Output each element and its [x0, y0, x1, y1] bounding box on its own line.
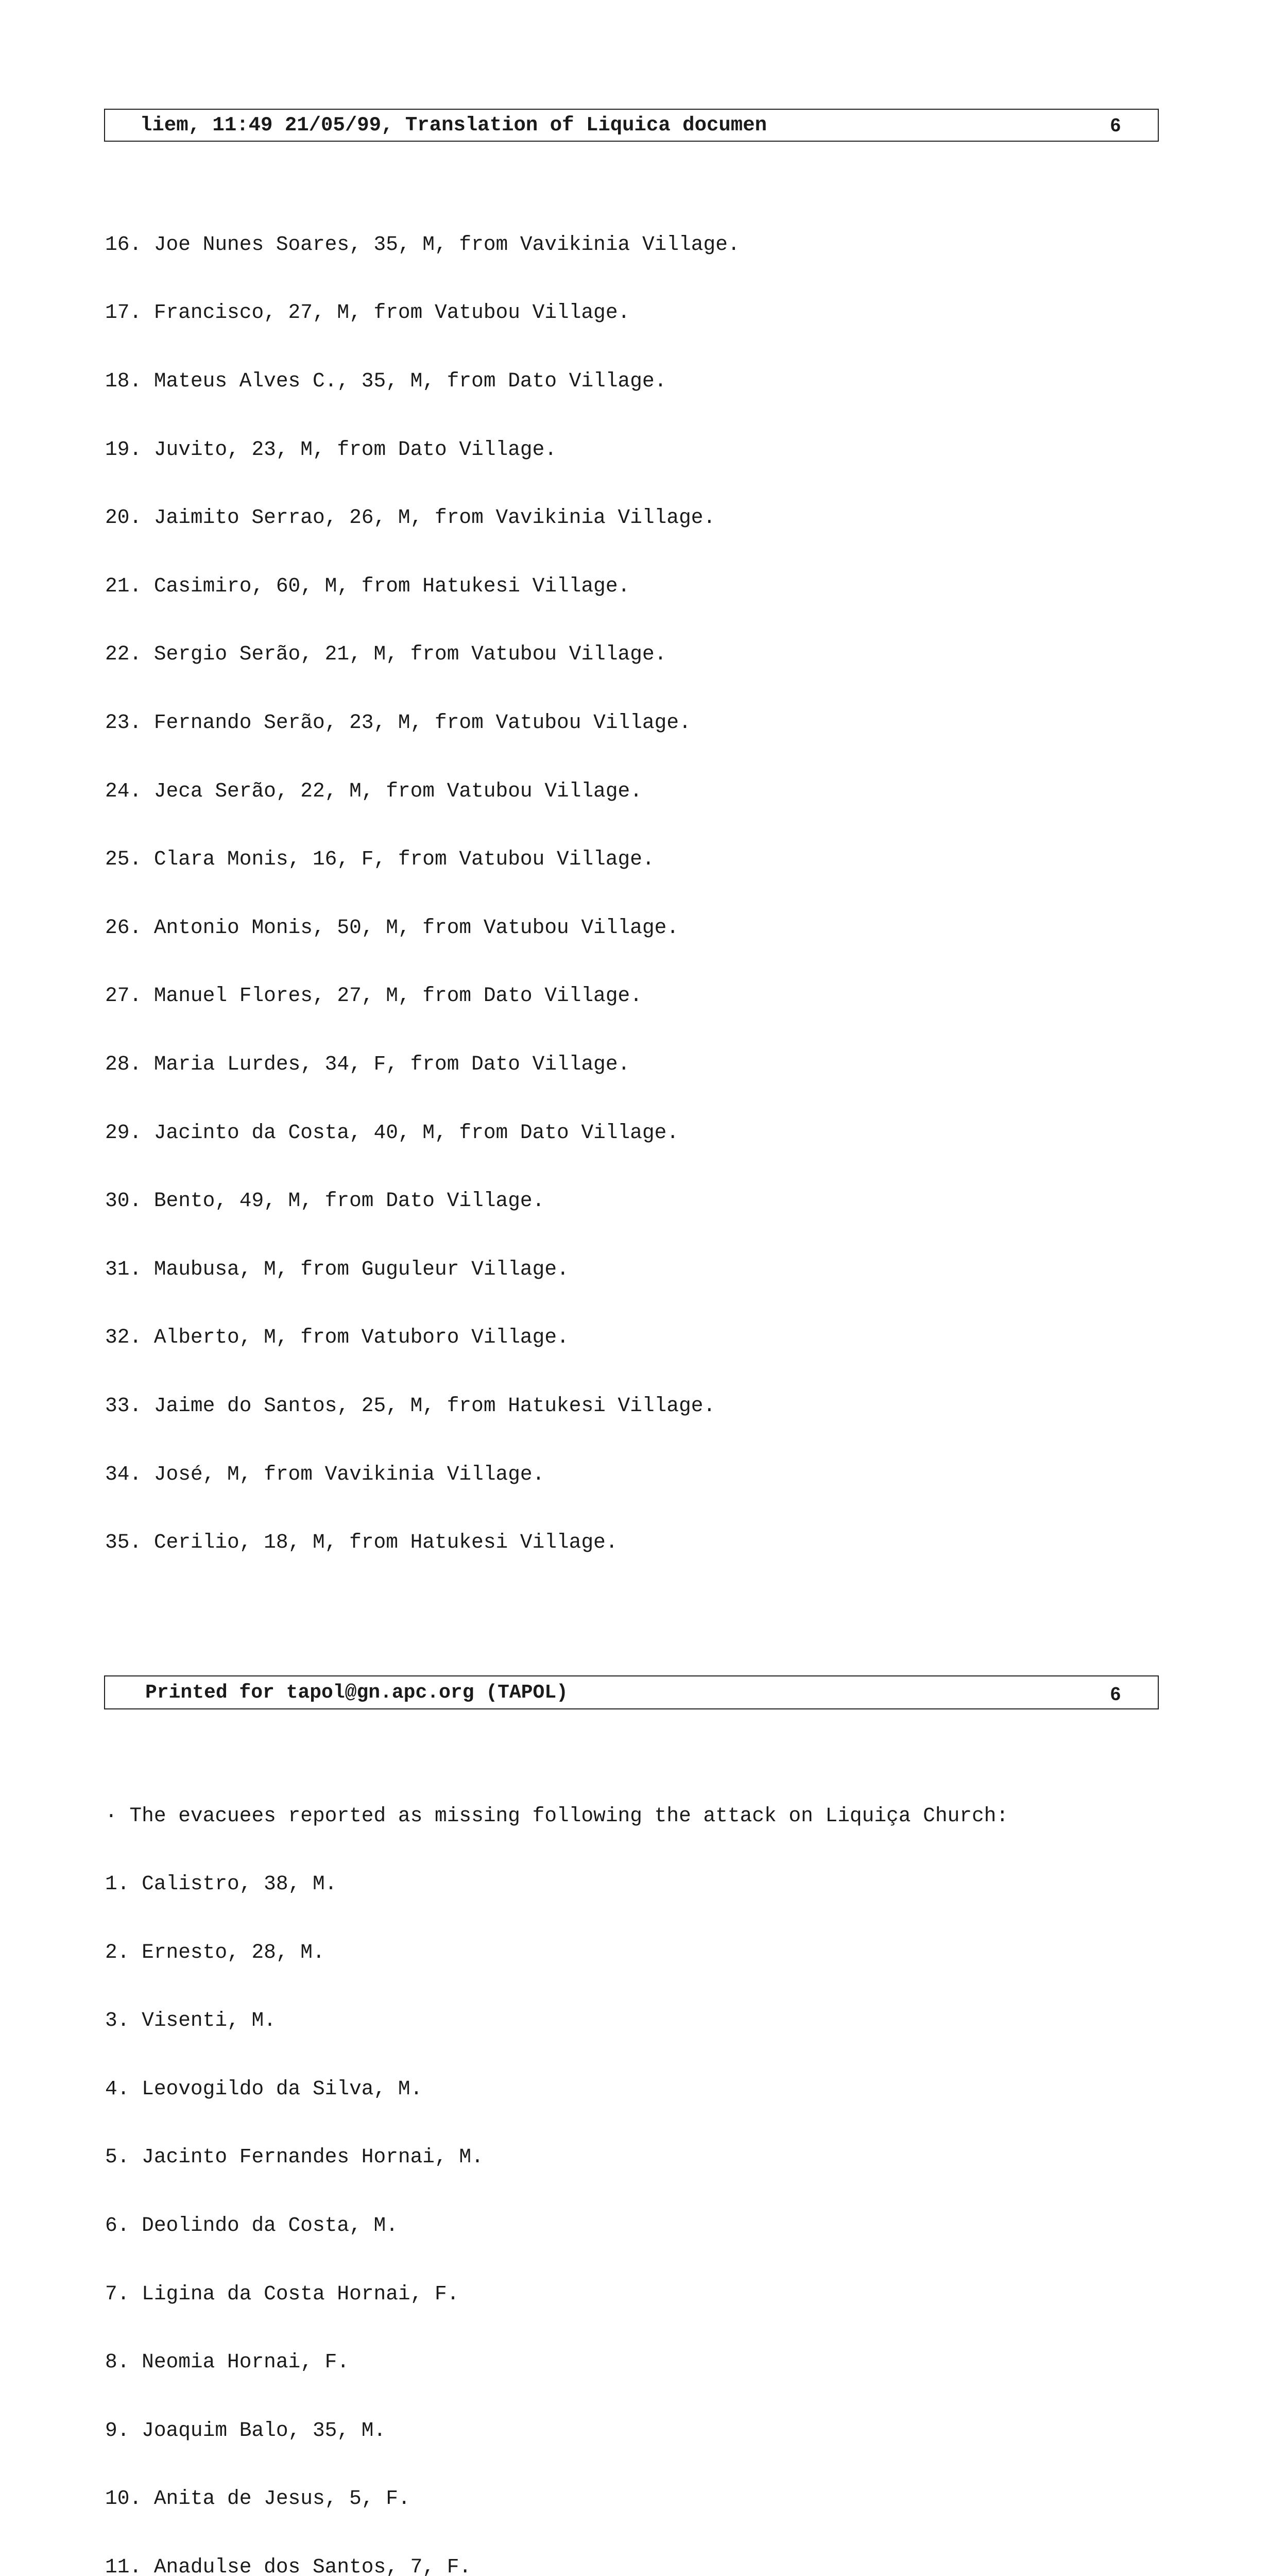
- list-item: 30. Bento, 49, M, from Dato Village.: [105, 1189, 545, 1213]
- list-item: 18. Mateus Alves C., 35, M, from Dato Village.: [105, 369, 667, 393]
- list-item: 22. Sergio Serão, 21, M, from Vatubou Village.: [105, 642, 667, 666]
- page-footer: [104, 1675, 1159, 1709]
- footer-title: Printed for tapol@gn.apc.org (TAPOL): [145, 1682, 568, 1704]
- list-item: 8. Neomia Hornai, F.: [105, 2350, 350, 2374]
- list-item: 19. Juvito, 23, M, from Dato Village.: [105, 437, 557, 461]
- list-item: 1. Calistro, 38, M.: [105, 1872, 337, 1896]
- list-item: 23. Fernando Serão, 23, M, from Vatubou Village.: [105, 710, 691, 734]
- list-item: 7. Ligina da Costa Hornai, F.: [105, 2282, 459, 2306]
- page-header: [104, 109, 1159, 142]
- list-item: 24. Jeca Serão, 22, M, from Vatubou Village.: [105, 779, 642, 803]
- list-item: 26. Antonio Monis, 50, M, from Vatubou Village.: [105, 916, 679, 939]
- list-item: 31. Maubusa, M, from Guguleur Village.: [105, 1257, 569, 1281]
- list-item: 4. Leovogildo da Silva, M.: [105, 2077, 423, 2100]
- list-item: 2. Ernesto, 28, M.: [105, 1940, 325, 1964]
- list-item: 10. Anita de Jesus, 5, F.: [105, 2487, 410, 2511]
- list-item: 3. Visenti, M.: [105, 2009, 276, 2032]
- list-item: 34. José, M, from Vavikinia Village.: [105, 1462, 545, 1486]
- missing-section: [105, 1759, 1161, 2576]
- list-item: 17. Francisco, 27, M, from Vatubou Village.: [105, 301, 630, 325]
- header-title: liem, 11:49 21/05/99, Translation of Liquica documen: [140, 114, 767, 137]
- header-page-number: 6: [1110, 114, 1121, 135]
- document-body: [105, 142, 1161, 2576]
- list-item: 16. Joe Nunes Soares, 35, M, from Vavikinia Village.: [105, 232, 740, 256]
- list-item: 9. Joaquim Balo, 35, M.: [105, 2418, 386, 2442]
- missing-heading: · The evacuees reported as missing following the attack on Liquiça Church:: [105, 1804, 1009, 1827]
- footer-page-number: 6: [1110, 1683, 1121, 1704]
- list-item: 33. Jaime do Santos, 25, M, from Hatukesi Village.: [105, 1394, 716, 1417]
- list-item: 27. Manuel Flores, 27, M, from Dato Village.: [105, 984, 642, 1008]
- list-item: 35. Cerilio, 18, M, from Hatukesi Village.: [105, 1531, 618, 1554]
- list-item: 5. Jacinto Fernandes Hornai, M.: [105, 2145, 484, 2169]
- killed-list: [105, 188, 1161, 1599]
- list-item: 28. Maria Lurdes, 34, F, from Dato Village.: [105, 1052, 630, 1076]
- list-item: 25. Clara Monis, 16, F, from Vatubou Village.: [105, 848, 655, 871]
- list-item: 32. Alberto, M, from Vatuboro Village.: [105, 1326, 569, 1349]
- list-item: 6. Deolindo da Costa, M.: [105, 2214, 398, 2238]
- list-item: 21. Casimiro, 60, M, from Hatukesi Village.: [105, 574, 630, 598]
- list-item: 20. Jaimito Serrao, 26, M, from Vavikinia Village.: [105, 506, 716, 530]
- list-item: 29. Jacinto da Costa, 40, M, from Dato Village.: [105, 1121, 679, 1144]
- list-item: 11. Anadulse dos Santos, 7, F.: [105, 2555, 472, 2576]
